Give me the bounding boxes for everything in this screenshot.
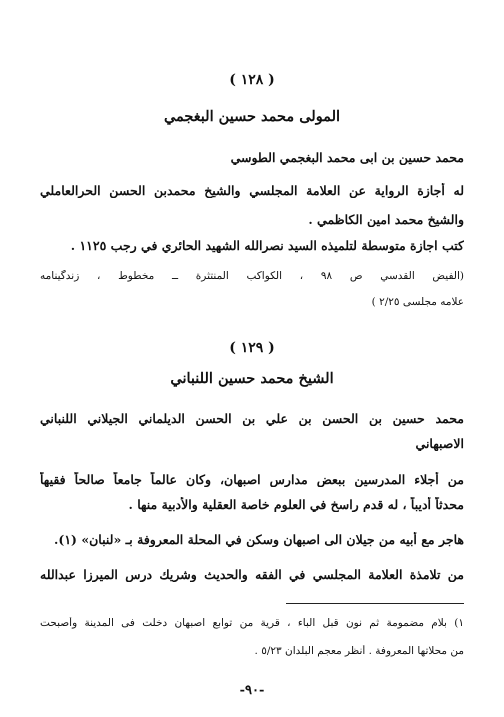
entry-line: محمد حسين بن الحسن بن علي بن الحسن الديلماني الجيلاني اللنباني — [40, 411, 464, 426]
entry-line: محمد حسين بن ابى محمد البغجمي الطوسي — [230, 150, 464, 165]
footnote-line: ١) بلام مضمومة ثم نون قبل الباء ، قرية من توابع اصبهان دخلت فى المدينة وأصبحت — [40, 617, 464, 629]
entry-line: الاصبهاني — [415, 436, 464, 451]
entry-number: ( ١٢٨ ) — [229, 72, 275, 88]
entry-title: المولى محمد حسين البغجمي — [163, 108, 341, 125]
footnote-line: من محلاتها المعروفة . أنظر معجم البلدان ٥/٢٣ . — [254, 645, 464, 657]
entry-line: والشيخ محمد امين الكاظمي . — [308, 212, 464, 227]
page-number: -٩٠- — [239, 683, 265, 698]
entry-line: كتب اجازة متوسطة لتلميذه السيد نصرالله الشهيد الحائري في رجب ١١٢٥ . — [70, 238, 464, 253]
entry-line: له أجازة الرواية عن العلامة المجلسي والشيخ محمدبن الحسن الحرالعاملي — [40, 183, 464, 198]
footnote-divider — [286, 603, 464, 604]
sources-line: علامه مجلسى ٢/٢٥ ) — [371, 296, 464, 308]
entry-line: محدثاً أديباً ، له قدم راسخ في العلوم خاصة العقلية والأدبية منها . — [128, 497, 464, 512]
entry-line: من تلامذة العلامة المجلسي في الفقه والحديث وشريك درس الميرزا عبدالله — [40, 567, 464, 582]
sources-line: (الفيض القدسي ص ٩٨ ، الكواكب المنتثرة ــ مخطوط ، زندگينامه — [40, 270, 464, 282]
entry-line: من أجلاء المدرسين ببعض مدارس اصبهان، وكان عالماً جامعاً صالحاً فقيهاً — [40, 472, 464, 487]
entry-title: الشيخ محمد حسين اللنباني — [170, 370, 334, 387]
entry-number: ( ١٢٩ ) — [229, 340, 275, 356]
entry-line: هاجر مع أبيه من جيلان الى اصبهان وسكن في المحلة المعروفة بـ «لنبان» (١). — [54, 532, 464, 547]
